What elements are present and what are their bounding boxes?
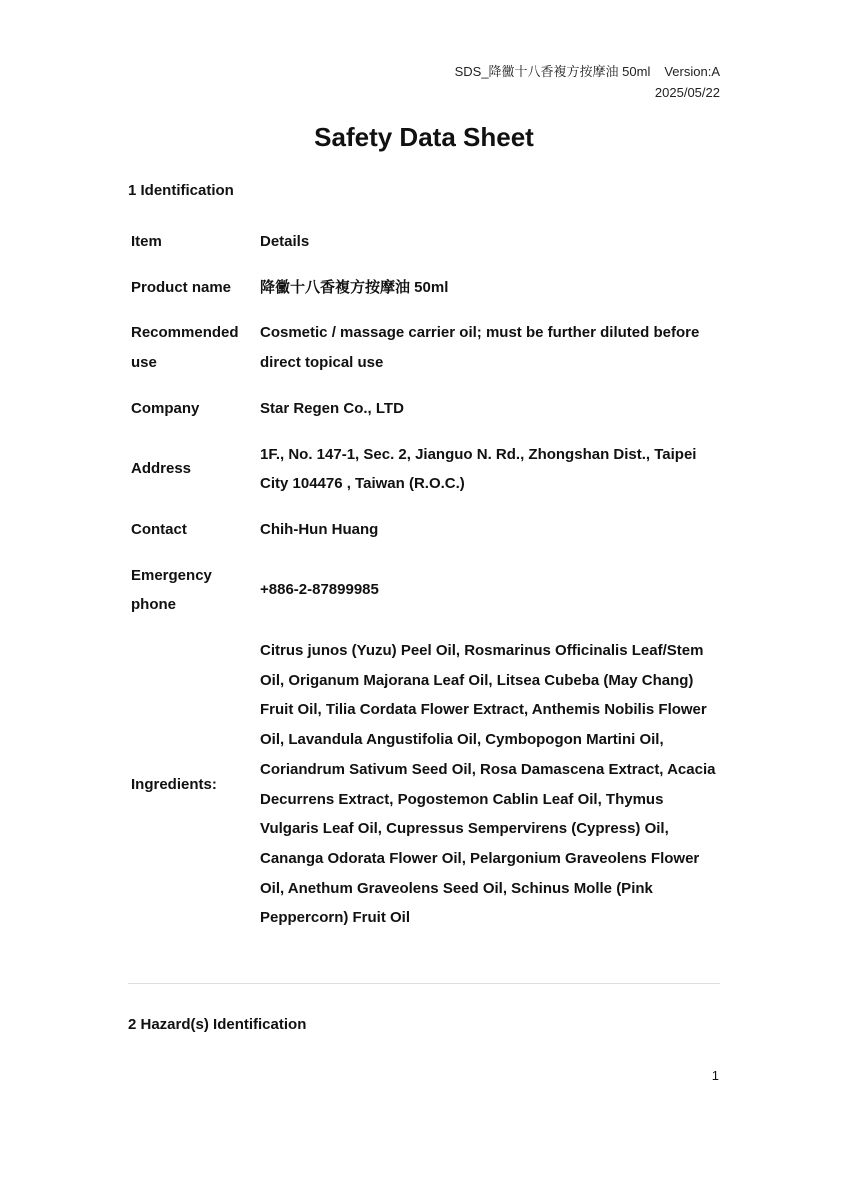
date: 2025/05/22 — [654, 85, 720, 100]
table-header-row — [128, 219, 720, 265]
row-item: Product name — [131, 278, 232, 296]
identification-table — [128, 219, 720, 941]
table-row — [128, 432, 720, 507]
version: Version:A — [664, 64, 720, 79]
row-details: Cosmetic / massage carrier oil; must be further diluted before direct topical use — [260, 324, 700, 372]
section-1-heading: 1 Identification — [128, 182, 234, 199]
row-details: Star Regen Co., LTD — [260, 399, 404, 417]
row-details: 降黴十八香複方按摩油 50ml — [260, 278, 449, 296]
row-item: Address — [131, 460, 192, 478]
table-row — [128, 628, 720, 941]
row-item: Ingredients: — [131, 775, 217, 793]
section-2-heading: 2 Hazard(s) Identification — [128, 1016, 307, 1033]
page-number: 1 — [711, 1068, 719, 1083]
row-details: Chih-Hun Huang — [260, 520, 379, 538]
row-details: Citrus junos (Yuzu) Peel Oil, Rosmarinus Officinalis Leaf/Stem Oil, Origanum Majorana Leaf Oil, Litsea Cubeba (May Chang) Fruit Oil, Tilia Cordata Flower Extract, Anthemis Nobilis Flower Oil, Lavandula Angustifolia Oil, Cymbopogon Martini Oil, Coriandrum Sativum Seed Oil, Rosa Damascena Extract, Acacia Decurrens Extract, Pogostemon Cablin Leaf Oil, Thymus Vulgaris Leaf Oil, Cupressus Sempervirens (Cypress) Oil, Cananga Odorata Flower Oil, Pelargonium Graveolens Flower Oil, Anethum Graveolens Seed Oil, Schinus Molle (Pink Peppercorn) Fruit Oil — [260, 642, 716, 927]
row-item: Company — [131, 399, 200, 417]
table-row — [128, 310, 720, 385]
column-header-details: Details — [260, 233, 310, 250]
row-details: +886-2-87899985 — [260, 581, 379, 599]
document-id: SDS_降黴十八香複方按摩油 50ml — [454, 64, 651, 79]
section-divider — [128, 983, 720, 984]
row-item: Emergency phone — [131, 566, 212, 614]
row-item: Recommended use — [131, 324, 239, 372]
table-row — [128, 553, 720, 628]
row-item: Contact — [131, 520, 187, 538]
table-row — [128, 386, 720, 432]
table-row — [128, 507, 720, 553]
column-header-item: Item — [131, 233, 162, 250]
page-header — [455, 61, 720, 103]
row-details: 1F., No. 147-1, Sec. 2, Jianguo N. Rd., Zhongshan Dist., Taipei City 104476 , Taiwan (R.O.C.) — [260, 445, 697, 493]
table-row — [128, 265, 720, 311]
page-title: Safety Data Sheet — [314, 122, 534, 152]
